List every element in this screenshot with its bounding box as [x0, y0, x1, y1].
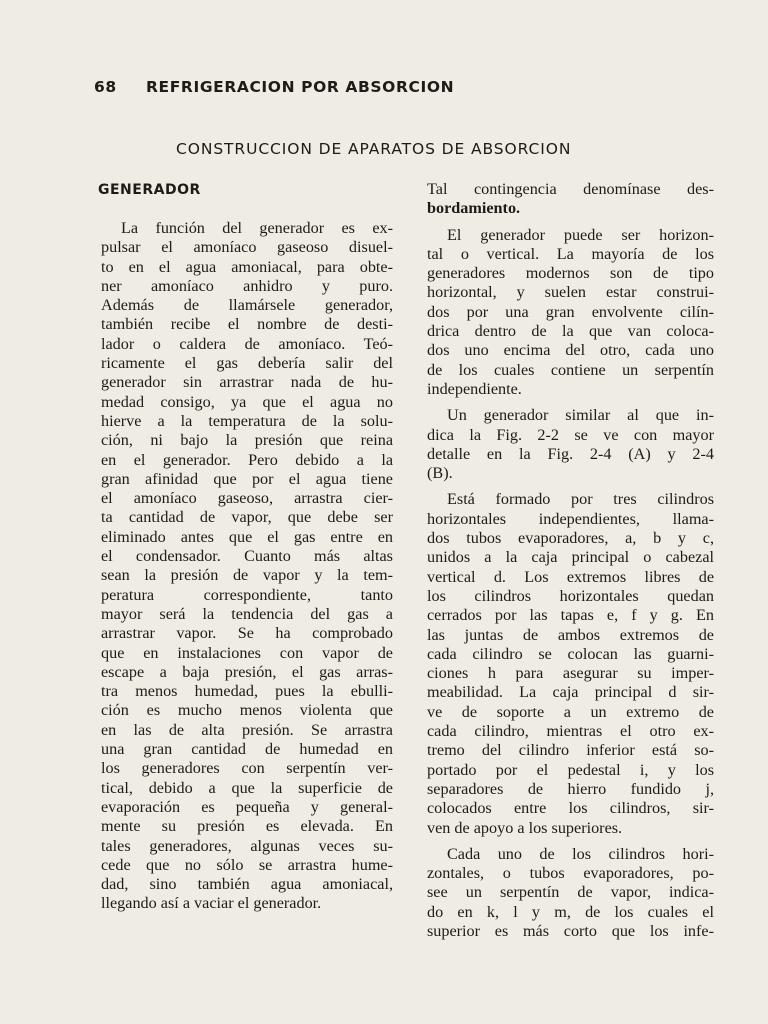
text-line: dica la Fig. 2-2 se ve con mayor: [427, 425, 714, 444]
text-line: arrastrar vapor. Se ha comprobado: [101, 624, 393, 643]
text-line: peratura correspondiente, tanto: [101, 585, 393, 604]
text-line: horizontales independientes, llama-: [427, 509, 714, 528]
text-line: Cada uno de los cilindros hori-: [447, 844, 714, 863]
subheading-generador: GENERADOR: [98, 182, 201, 198]
text-line: to en el agua amoniacal, para obte-: [101, 257, 393, 276]
page-number: 68: [94, 78, 117, 96]
text-line: también recibe el nombre de desti-: [101, 315, 393, 334]
text-line: escape a baja presión, el gas arras-: [101, 662, 393, 681]
text-line: dos tubos evaporadores, a, b y c,: [427, 529, 714, 548]
text-line: El generador puede ser horizon-: [447, 225, 714, 244]
text-line: eliminado antes que el gas entre en: [101, 527, 393, 546]
text-line: vertical d. Los extremos libres de: [427, 567, 714, 586]
text-line: que en instalaciones con vapor de: [101, 643, 393, 662]
text-line: Un generador similar al que in-: [447, 406, 714, 425]
running-title: REFRIGERACION POR ABSORCION: [146, 78, 455, 96]
text-line: drica dentro de la que van coloca-: [427, 322, 714, 341]
text-line: superior es más corto que los infe-: [427, 921, 714, 940]
text-line: unidos a la caja principal o cabezal: [427, 548, 714, 567]
text-line: hierve a la temperatura de la solu-: [101, 411, 393, 430]
text-line: una gran cantidad de humedad en: [101, 740, 393, 759]
text-line: tra menos humedad, pues la ebulli-: [101, 682, 393, 701]
text-line: pulsar el amoníaco gaseoso disuel-: [101, 238, 393, 257]
text-line: independiente.: [427, 379, 522, 398]
text-line: meabilidad. La caja principal d sir-: [427, 683, 714, 702]
text-line: ven de apoyo a los superiores.: [427, 818, 623, 837]
text-line: evaporación es pequeña y general-: [101, 797, 393, 816]
text-line: los cilindros horizontales quedan: [427, 586, 714, 605]
text-line: (B).: [427, 464, 453, 483]
text-line: el amoníaco gaseoso, arrastra cier-: [101, 489, 393, 508]
text-line: ción es mucho menos violenta que: [101, 701, 393, 720]
text-line: ta cantidad de vapor, que debe ser: [101, 508, 393, 527]
text-line: en las de alta presión. Se arrastra: [101, 720, 393, 739]
text-line: las juntas de ambos extremos de: [427, 625, 714, 644]
text-line: cada cilindro se colocan las guarni-: [427, 644, 714, 663]
text-line: el condensador. Cuanto más altas: [101, 547, 393, 566]
text-line: portado por el pedestal i, y los: [427, 760, 714, 779]
text-line: tales generadores, algunas veces su-: [101, 836, 393, 855]
running-header: [94, 78, 714, 96]
left-column: [101, 219, 393, 914]
text-line: bordamiento.: [427, 199, 521, 218]
text-line: tremo del cilindro inferior está so-: [427, 741, 714, 760]
text-line: cerrados por las tapas e, f y g. En: [427, 606, 714, 625]
text-line: Además de llamársele generador,: [101, 296, 393, 315]
text-line: detalle en la Fig. 2-4 (A) y 2-4: [427, 444, 714, 463]
text-line: tal o vertical. La mayoría de los: [427, 244, 714, 263]
text-line: dos uno encima del otro, cada uno: [427, 341, 714, 360]
text-line: see un serpentín de vapor, indica-: [427, 883, 714, 902]
text-line: gran afinidad que por el agua tiene: [101, 469, 393, 488]
section-title: CONSTRUCCION DE APARATOS DE ABSORCION: [176, 140, 572, 158]
text-line: los generadores con serpentín ver-: [101, 759, 393, 778]
text-line: cede que no sólo se arrastra hume-: [101, 855, 393, 874]
text-line: de los cuales contiene un serpentín: [427, 360, 714, 379]
text-line: ción, ni bajo la presión que reina: [101, 431, 393, 450]
text-line: zontales, o tubos evaporadores, po-: [427, 864, 714, 883]
text-line: do en k, l y m, de los cuales el: [427, 902, 714, 921]
text-line: lador o caldera de amoníaco. Teó-: [101, 334, 393, 353]
text-line: dad, sino también agua amoniacal,: [101, 875, 393, 894]
text-line: Está formado por tres cilindros: [447, 490, 714, 509]
text-line: sean la presión de vapor y la tem-: [101, 566, 393, 585]
text-line: en el generador. Pero debido a la: [101, 450, 393, 469]
text-line: medad consigo, ya que el agua no: [101, 392, 393, 411]
text-line: La función del generador es ex-: [121, 219, 393, 237]
text-line: colocados entre los cilindros, sir-: [427, 799, 714, 818]
text-line: mayor será la tendencia del gas a: [101, 604, 393, 623]
text-line: ner amoníaco anhidro y puro.: [101, 276, 393, 295]
text-line: llegando así a vaciar el generador.: [101, 894, 322, 913]
text-line: ciones h para asegurar su imper-: [427, 664, 714, 683]
text-line: generador sin arrastrar nada de hu-: [101, 373, 393, 392]
text-line: Tal contingencia denomínase des-: [427, 180, 714, 198]
text-line: separadores de hierro fundido j,: [427, 779, 714, 798]
right-column: [427, 180, 714, 941]
text-line: generadores modernos son de tipo: [427, 264, 714, 283]
text-line: horizontal, y suelen estar construi-: [427, 283, 714, 302]
text-line: mente su presión es elevada. En: [101, 817, 393, 836]
text-line: dos por una gran envolvente cilín-: [427, 302, 714, 321]
text-line: tical, debido a que la superficie de: [101, 778, 393, 797]
text-line: cada cilindro, mientras el otro ex-: [427, 722, 714, 741]
text-line: ricamente el gas debería salir del: [101, 354, 393, 373]
text-line: ve de soporte a un extremo de: [427, 702, 714, 721]
